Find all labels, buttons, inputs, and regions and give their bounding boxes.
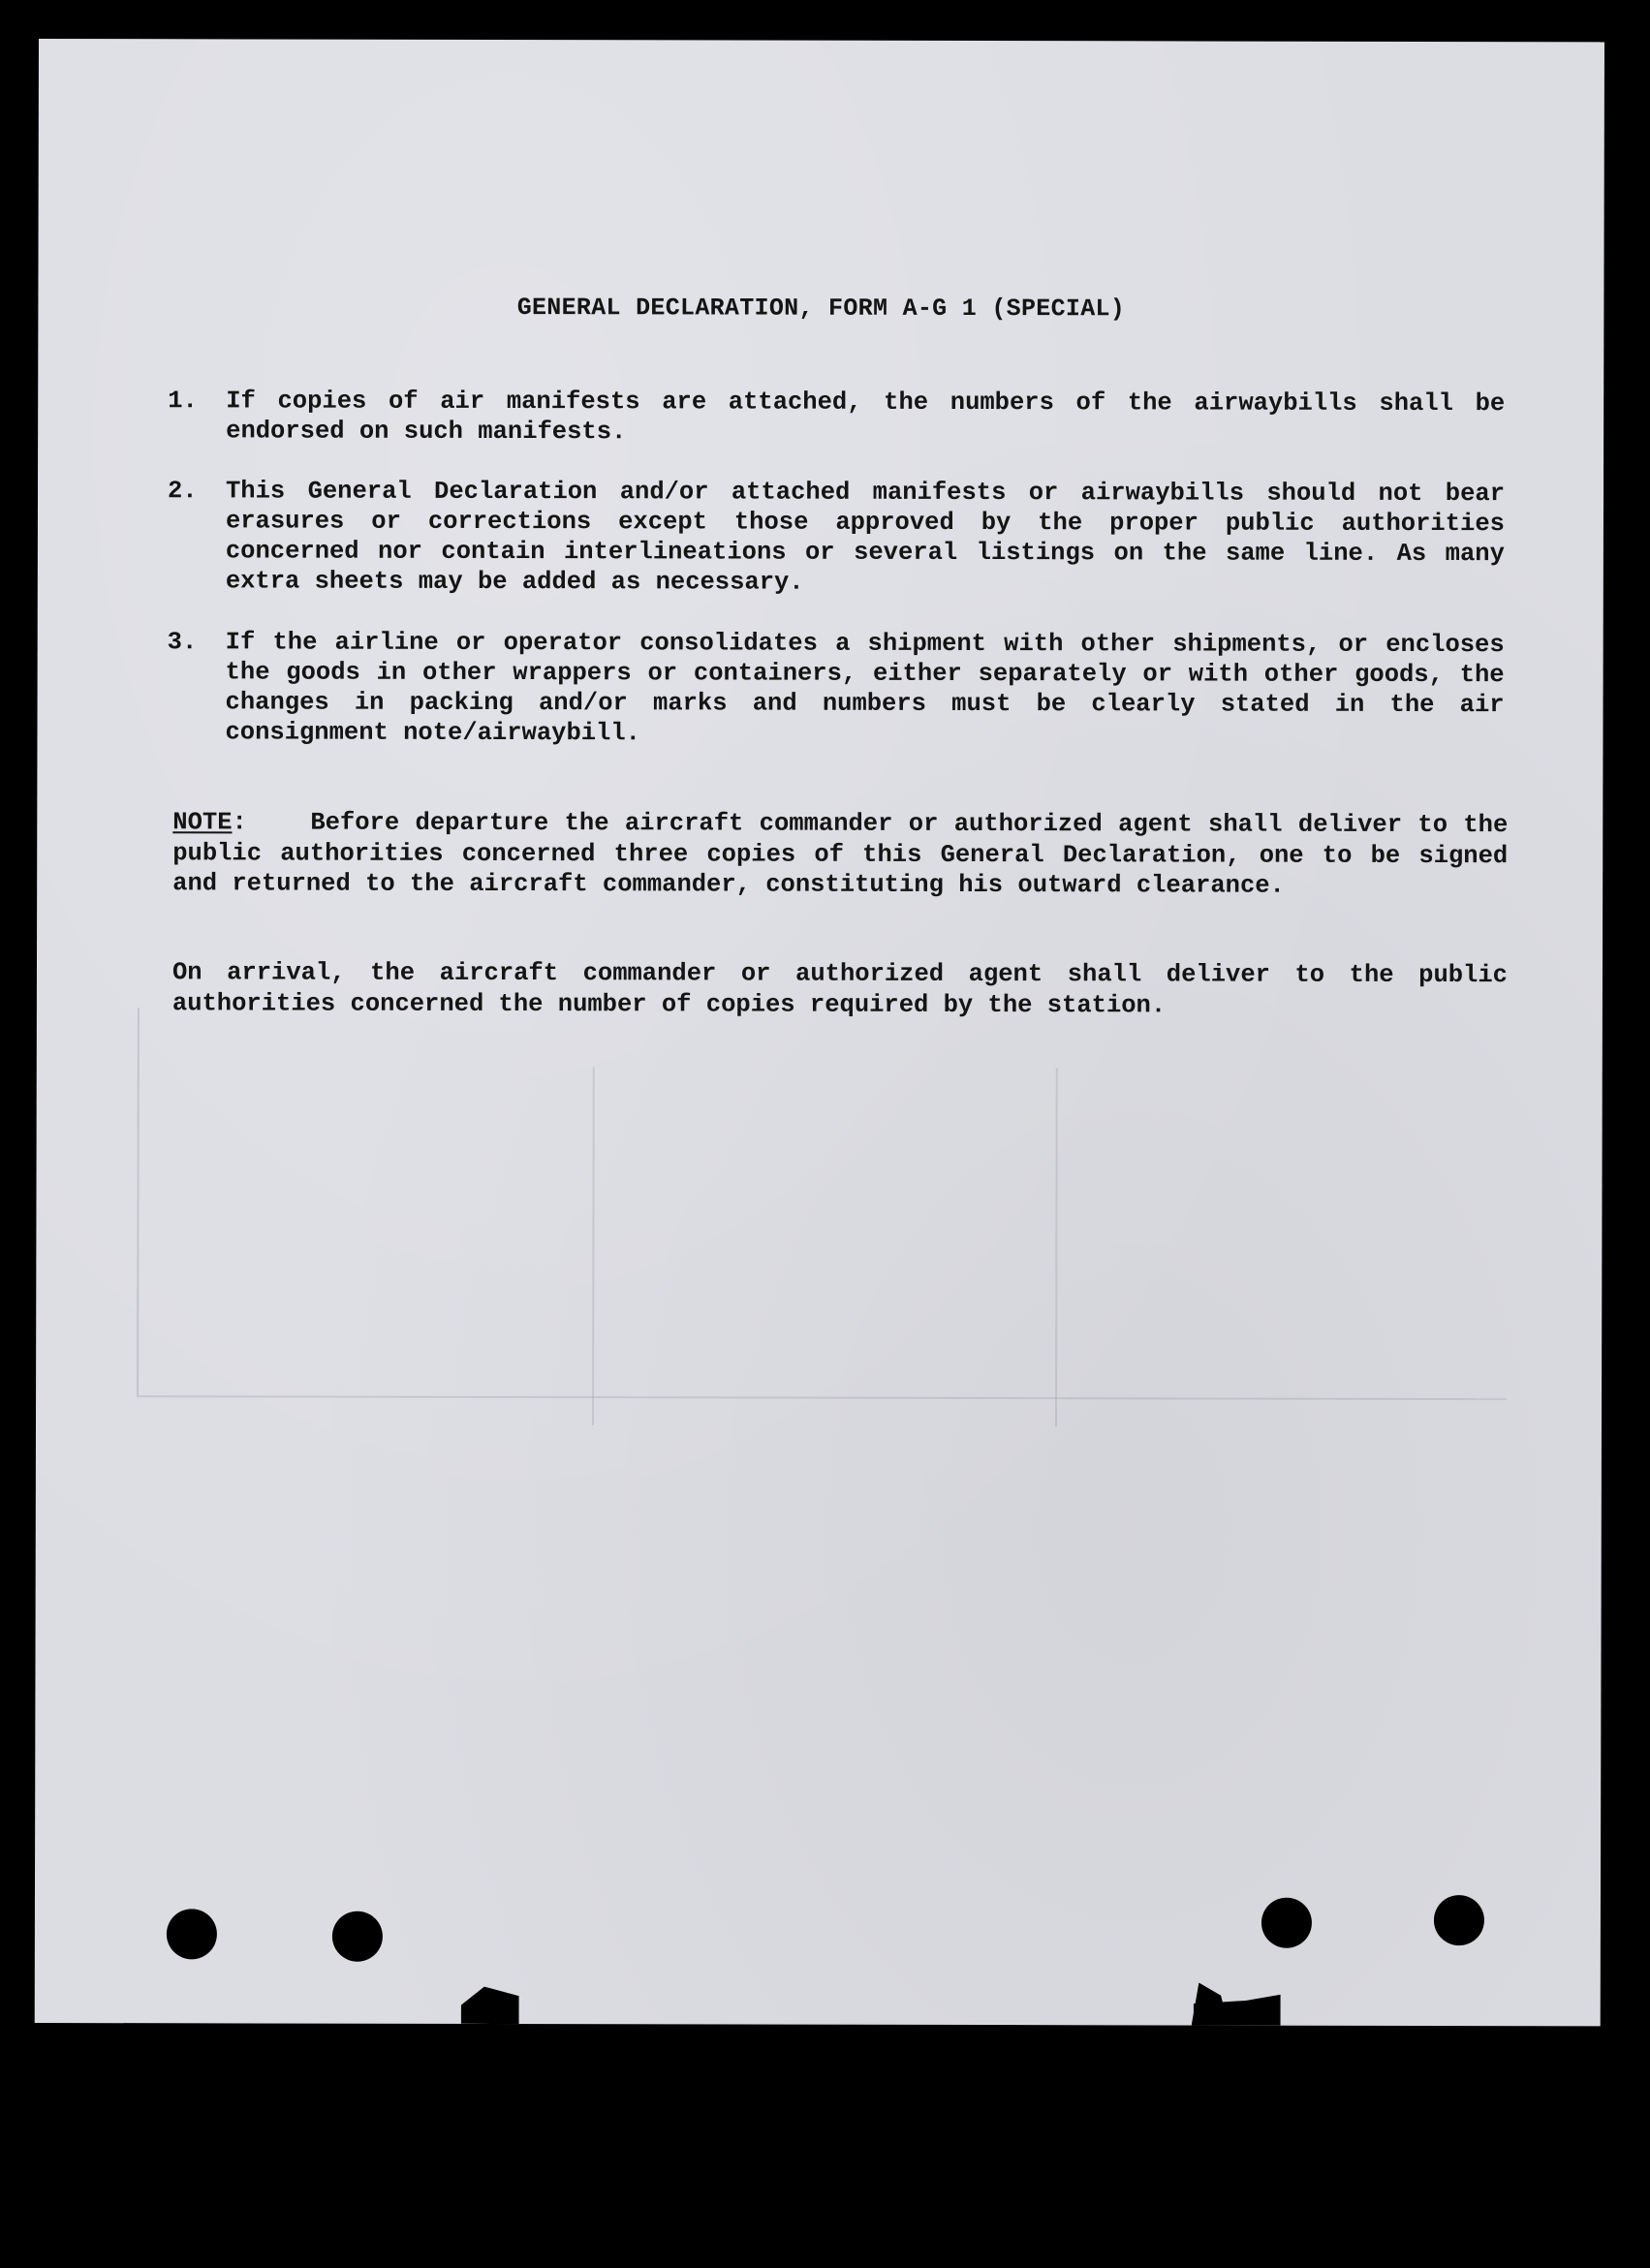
item-text: This General Declaration and/or attached manifests or airwaybills should not bear erasures or corrections except those approved by the proper public authorities concerned nor contain interlineations or several listings on the same line. As many extra sheets may be added as necessary. [225, 477, 1506, 597]
arrival-paragraph: On arrival, the aircraft commander or authorized agent shall deliver to the public authorities concerned the number of copies required by the station. [171, 958, 1509, 1019]
item-text: If the airline or operator consolidates a shipment with other shipments, or encloses the goods in other wrappers or containers, either separately or with other goods, the changes in packing and/or marks and numbers must be clearly stated in the air consignment note/airwaybill. [225, 628, 1505, 748]
punch-hole-icon [332, 1911, 383, 1962]
page-title: GENERAL DECLARATION, FORM A-G 1 (SPECIAL) [516, 294, 1126, 324]
instruction-item-3 [167, 627, 1504, 750]
punch-hole-icon [167, 1909, 217, 1959]
note-label: NOTE [172, 808, 233, 837]
note-label-suffix: : [232, 808, 247, 837]
item-number: 3. [167, 628, 198, 657]
note-text: Before departure the aircraft commander or authorized agent shall deliver to the public authorities concerned three copies of this General Declaration, one to be signed and returned to the aircraft commander, constituting his outward clearance. [172, 808, 1509, 900]
item-number: 2. [167, 477, 198, 506]
item-number: 1. [168, 387, 198, 416]
document-content [35, 39, 1604, 2026]
instruction-item-1 [168, 386, 1505, 449]
document-page [35, 39, 1604, 2026]
note-paragraph [172, 807, 1508, 901]
punch-hole-icon [1261, 1898, 1312, 1948]
instruction-item-2 [168, 476, 1505, 599]
punch-hole-icon [1434, 1895, 1484, 1945]
item-text: If copies of air manifests are attached, the numbers of the airwaybills shall be endorsed on such manifests. [226, 387, 1506, 447]
